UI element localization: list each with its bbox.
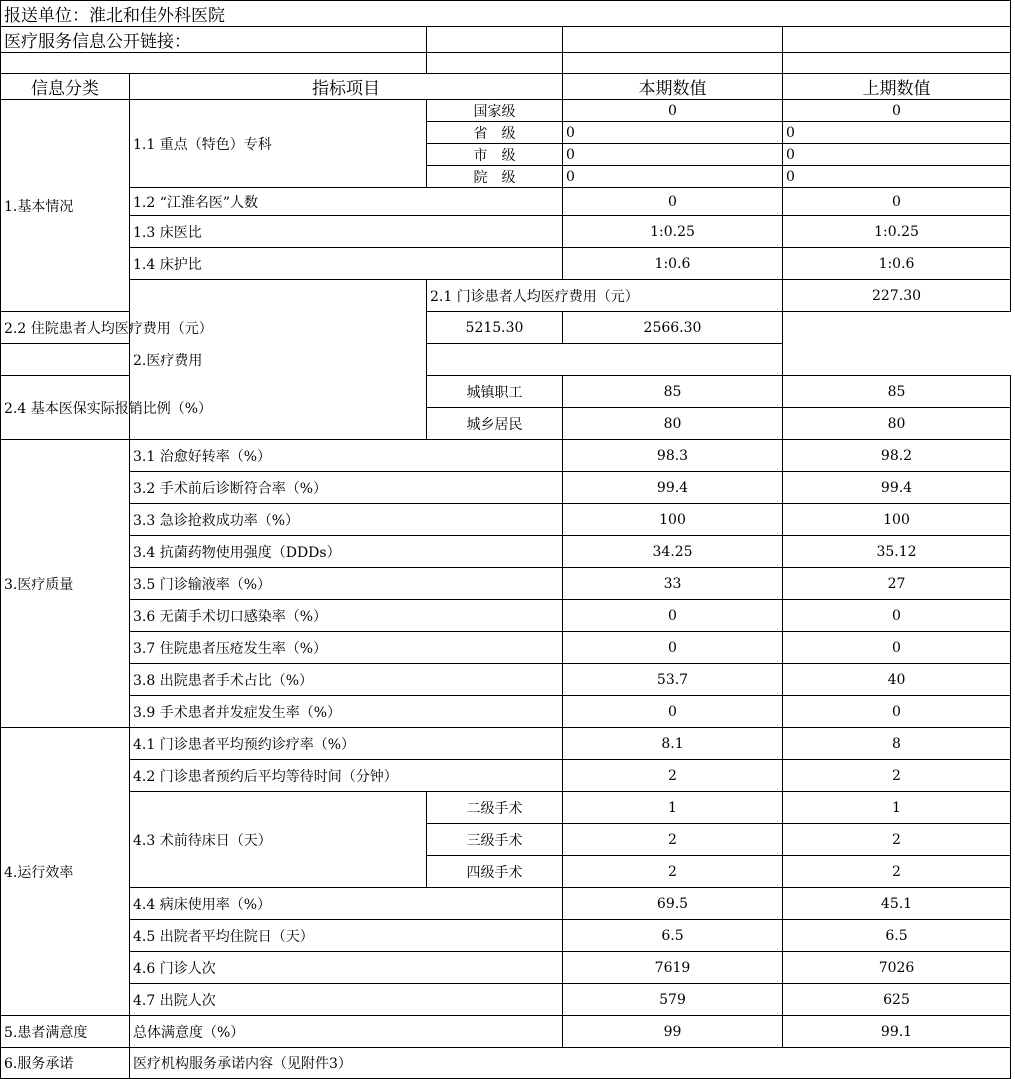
indicator-label: 1.4 床护比 [130,248,563,280]
previous-value: 1:0.25 [783,216,1011,248]
empty-cell [427,27,563,53]
current-value: 0 [563,100,783,122]
empty-cell [783,27,1011,53]
indicator-label: 3.2 手术前后诊断符合率（%） [130,472,563,504]
empty-cell [563,27,783,53]
specialty-level-label: 市 级 [427,144,563,166]
current-value: 0 [563,188,783,216]
previous-value: 99.1 [783,1016,1011,1048]
current-value: 6.5 [563,920,783,952]
indicator-label: 3.3 急诊抢救成功率（%） [130,504,563,536]
specialty-level-label: 省 级 [427,122,563,144]
column-header-current: 本期数值 [563,74,783,100]
empty-cell [563,53,783,74]
previous-value: 98.2 [783,440,1011,472]
current-value: 1:0.6 [563,248,783,280]
previous-value: 0 [783,144,1011,166]
previous-value: 99.4 [783,472,1011,504]
insurance-type-label: 城乡居民 [427,408,563,440]
current-value: 1 [563,792,783,824]
specialty-level-label: 国家级 [427,100,563,122]
current-value: 0 [563,632,783,664]
previous-value: 80 [783,408,1011,440]
current-value: 99 [563,1016,783,1048]
current-value: 7619 [563,952,783,984]
indicator-label: 3.6 无菌手术切口感染率（%） [130,600,563,632]
previous-value: 625 [783,984,1011,1016]
indicator-label: 4.7 出院人次 [130,984,563,1016]
indicator-label: 3.9 手术患者并发症发生率（%） [130,696,563,728]
indicator-label: 2.1 门诊患者人均医疗费用（元） [427,280,783,312]
indicator-insurance: 2.4 基本医保实际报销比例（%） [1,376,130,440]
previous-value: 27 [783,568,1011,600]
indicator-preop-wait: 4.3 术前待床日（天） [130,792,427,888]
current-value: 579 [563,984,783,1016]
previous-value: 100 [783,504,1011,536]
current-value: 80 [563,408,783,440]
empty-row [1,344,783,376]
current-value: 33 [563,568,783,600]
current-value: 2 [563,824,783,856]
indicator-label: 2.2 住院患者人均医疗费用（元） [1,312,427,344]
indicator-label: 4.6 门诊人次 [130,952,563,984]
surgery-grade-label: 二级手术 [427,792,563,824]
previous-value: 2566.30 [563,312,783,344]
current-value: 100 [563,504,783,536]
category-cost: 2.医疗费用 [130,280,427,440]
indicator-label: 1.2 “江淮名医”人数 [130,188,563,216]
current-value: 0 [563,166,783,188]
current-value: 0 [563,600,783,632]
indicator-label: 4.2 门诊患者预约后平均等待时间（分钟） [130,760,563,792]
current-value: 2 [563,856,783,888]
previous-value: 85 [783,376,1011,408]
current-value: 8.1 [563,728,783,760]
empty-cell [427,53,563,74]
previous-value: 1 [783,792,1011,824]
indicator-label: 4.4 病床使用率（%） [130,888,563,920]
previous-value: 0 [783,166,1011,188]
previous-value: 35.12 [783,536,1011,568]
column-header-previous: 上期数值 [783,74,1011,100]
previous-value: 45.1 [783,888,1011,920]
column-header-indicator: 指标项目 [130,74,563,100]
current-value: 0 [563,696,783,728]
previous-value: 0 [783,188,1011,216]
current-value: 1:0.25 [563,216,783,248]
previous-value: 0 [783,632,1011,664]
previous-value: 1:0.6 [783,248,1011,280]
current-value: 227.30 [783,280,1011,312]
previous-value: 0 [783,600,1011,632]
indicator-label: 3.4 抗菌药物使用强度（DDDs） [130,536,563,568]
current-value: 5215.30 [427,312,563,344]
previous-value: 2 [783,824,1011,856]
indicator-label: 3.8 出院患者手术占比（%） [130,664,563,696]
previous-value: 2 [783,856,1011,888]
report-unit: 报送单位：淮北和佳外科医院 [1,1,1011,27]
current-value: 2 [563,760,783,792]
indicator-label: 3.7 住院患者压疮发生率（%） [130,632,563,664]
previous-value: 6.5 [783,920,1011,952]
category-satisfaction: 5.患者满意度 [1,1016,130,1048]
indicator-label: 4.1 门诊患者平均预约诊疗率（%） [130,728,563,760]
current-value: 98.3 [563,440,783,472]
current-value: 53.7 [563,664,783,696]
column-header-category: 信息分类 [1,74,130,100]
category-basic: 1.基本情况 [1,100,130,312]
previous-value: 7026 [783,952,1011,984]
indicator-label: 总体满意度（%） [130,1016,563,1048]
current-value: 0 [563,144,783,166]
indicator-label: 3.5 门诊输液率（%） [130,568,563,600]
disclosure-link-label: 医疗服务信息公开链接： [1,27,427,53]
commitment-text: 医疗机构服务承诺内容（见附件3） [130,1048,1011,1079]
current-value: 0 [563,122,783,144]
current-value: 99.4 [563,472,783,504]
previous-value: 40 [783,664,1011,696]
surgery-grade-label: 四级手术 [427,856,563,888]
previous-value: 0 [783,696,1011,728]
indicator-label: 4.5 出院者平均住院日（天） [130,920,563,952]
surgery-grade-label: 三级手术 [427,824,563,856]
previous-value: 8 [783,728,1011,760]
previous-value: 0 [783,100,1011,122]
previous-value: 0 [783,122,1011,144]
indicator-label: 1.3 床医比 [130,216,563,248]
indicator-label: 3.1 治愈好转率（%） [130,440,563,472]
specialty-level-label: 院 级 [427,166,563,188]
current-value: 85 [563,376,783,408]
category-quality: 3.医疗质量 [1,440,130,728]
category-efficiency: 4.运行效率 [1,728,130,1016]
empty-cell [783,53,1011,74]
indicator-specialty: 1.1 重点（特色）专科 [130,100,427,188]
current-value: 69.5 [563,888,783,920]
current-value: 34.25 [563,536,783,568]
category-commitment: 6.服务承诺 [1,1048,130,1079]
insurance-type-label: 城镇职工 [427,376,563,408]
previous-value: 2 [783,760,1011,792]
empty-cell [1,53,427,74]
